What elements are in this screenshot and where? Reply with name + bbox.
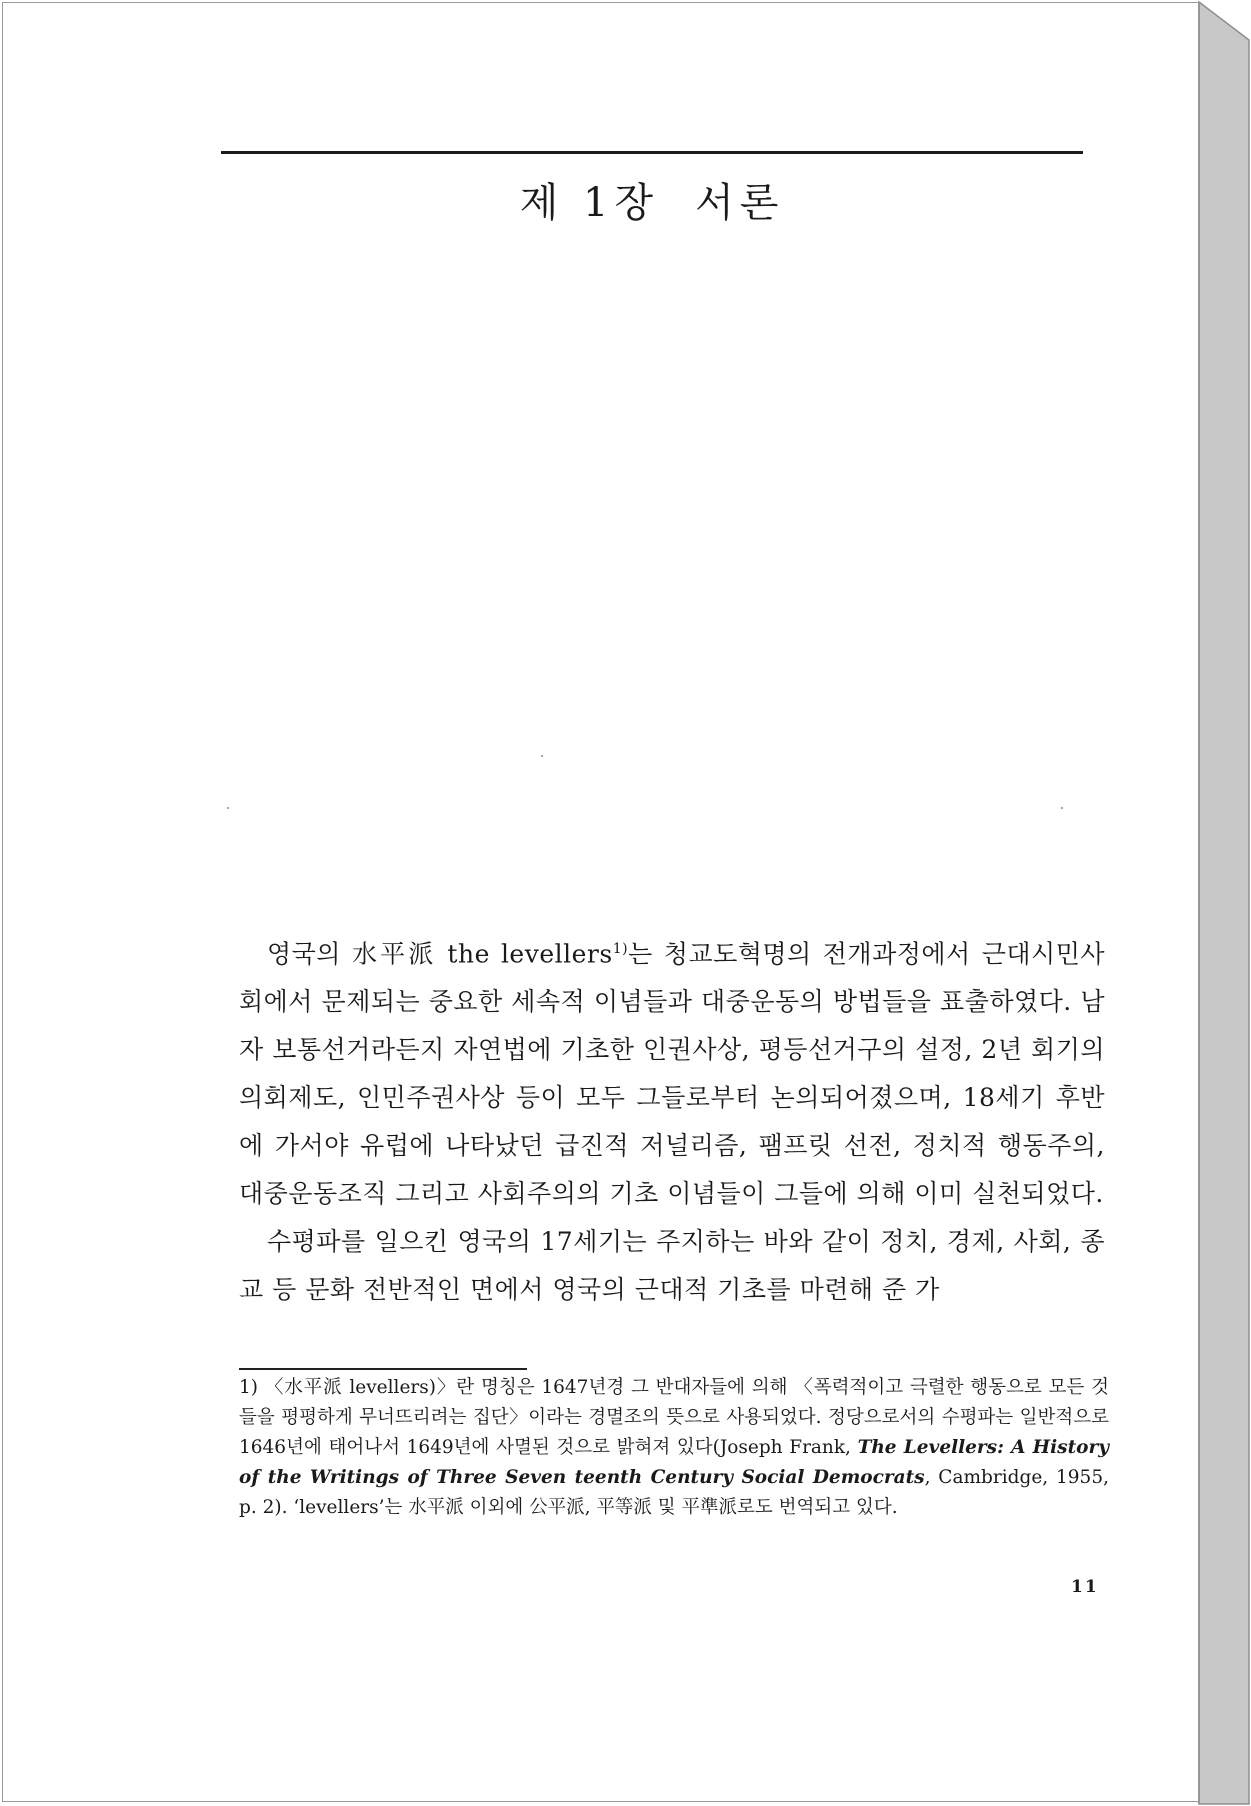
scan-speck	[541, 755, 543, 757]
footnote-ref[interactable]: 1)	[612, 941, 629, 957]
page-number: 11	[1071, 1577, 1099, 1597]
book-page	[2, 2, 1199, 1802]
footnote-book-title: The Levellers: A History of the Writings of Three Seven teenth Century Social Democrats	[239, 1437, 1109, 1488]
body-text	[239, 925, 1105, 1314]
chapter-top-rule	[221, 151, 1083, 154]
chapter-number: 제 1장	[519, 180, 660, 226]
paragraph-1: 영국의 水平派 the levellers$^{1)}$는 청교도혁명의 전개과정에서 근대시민사회에서 문제되는 중요한 세속적 이념들과 대중운동의 방법들을 표출하였다. 남자 보통선거라든지 자연법에 기초한 인권사상, 평등선거구의 설정, 2년 회기의 의회제도, 인민주권사상 등이 모두 그들로부터 논의되어졌으며, 18세기 후반에 가서야 유럽에 나타났던 급진적 저널리즘, 팸프릿 선전, 정치적 행동주의, 대중운동조직 그리고 사회주의의 기초 이념들이 그들에 의해 이미 실천되었다.	[239, 939, 1105, 1209]
scan-speck	[227, 807, 229, 809]
chapter-title	[221, 171, 1083, 228]
paragraph-2: 수평파를 일으킨 영국의 17세기는 주지하는 바와 같이 정치, 경제, 사회, 종교 등 문화 전반적인 면에서 영국의 근대적 기초를 마련해 준 가	[239, 1227, 1105, 1305]
chapter-name: 서론	[695, 180, 785, 226]
footnote: 1) 〈水平派 levellers)〉란 명칭은 1647년경 그 반대자들에 의해 〈폭력적이고 극렬한 행동으로 모든 것들을 평평하게 무너뜨리려는 집단〉이라는 경멸조의 뜻으로 사용되었다. 정당으로서의 수평파는 일반적으로 1646년에 태어나서 1649년에 사멸된 것으로 밝혀져 있다(Joseph Frank, The Levellers: A History of the Writings of Three Seven teenth Century Social Democrats, Cambridge, 1955, p. 2). ‘levellers’는 水平派 이외에 公平派, 平等派 및 平準派로도 번역되고 있다.	[239, 1377, 1109, 1518]
scan-speck	[1061, 807, 1063, 809]
footnote-number: 1)	[239, 1377, 258, 1398]
footnote-rule	[239, 1368, 527, 1370]
